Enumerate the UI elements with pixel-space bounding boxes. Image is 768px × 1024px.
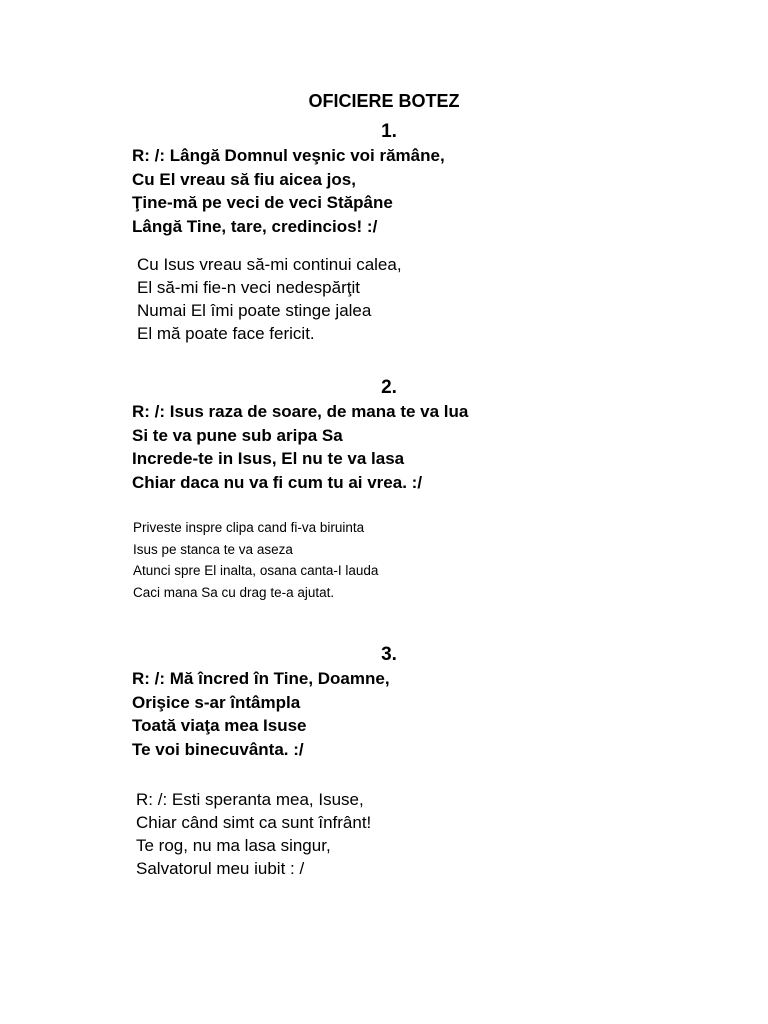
lyric-line: El să-mi fie-n veci nedespărţit [137, 278, 360, 297]
lyric-line: Atunci spre El inalta, osana canta-I lauda [133, 563, 379, 578]
lyric-line: Caci mana Sa cu drag te-a ajutat. [133, 584, 335, 600]
lyric-line: Lângă Tine, tare, credincios! :/ [132, 216, 378, 236]
section-number-3: 3. [381, 644, 397, 665]
lyric-line: Si te va pune sub aripa Sa [132, 425, 343, 445]
lyric-line: Numai El îmi poate stinge jalea [137, 301, 372, 320]
verse-2 [133, 517, 768, 603]
lyric-line: Cu El vreau să fiu aicea jos, [132, 169, 356, 189]
lyric-line: Ţine-mă pe veci de veci Stăpâne [132, 193, 393, 212]
lyric-line: Salvatorul meu iubit : / [136, 859, 305, 878]
page-title: OFICIERE BOTEZ [308, 91, 460, 111]
lyric-line: Isus pe stanca te va aseza [133, 541, 293, 557]
lyric-line: El mă poate face fericit. [137, 324, 315, 343]
verse-3 [136, 788, 768, 880]
verse-1 [137, 253, 768, 345]
lyric-line: R: /: Esti speranta mea, Isuse, [136, 790, 364, 809]
lyric-line: Chiar daca nu va fi cum tu ai vrea. :/ [132, 472, 423, 492]
lyric-line: Chiar când simt ca sunt înfrânt! [136, 813, 372, 832]
lyric-line: Toată viaţa mea Isuse [132, 716, 307, 735]
lyric-line: Orişice s-ar întâmpla [132, 692, 301, 712]
chorus-3 [132, 667, 768, 761]
section-number-2: 2. [381, 377, 397, 398]
chorus-1 [132, 144, 768, 238]
lyric-line: Te rog, nu ma lasa singur, [136, 836, 331, 855]
chorus-2 [132, 400, 768, 494]
section-number-1: 1. [381, 121, 397, 142]
lyric-line: Cu Isus vreau să-mi continui calea, [137, 255, 402, 274]
lyric-line: Increde-te in Isus, El nu te va lasa [132, 449, 405, 468]
lyric-line: R: /: Lângă Domnul veşnic voi rămâne, [132, 146, 445, 165]
lyric-line: Te voi binecuvânta. :/ [132, 739, 304, 759]
lyric-line: Priveste inspre clipa cand fi-va biruinta [133, 520, 365, 535]
lyric-line: R: /: Mă încred în Tine, Doamne, [132, 669, 390, 688]
lyric-line: R: /: Isus raza de soare, de mana te va lua [132, 402, 469, 421]
